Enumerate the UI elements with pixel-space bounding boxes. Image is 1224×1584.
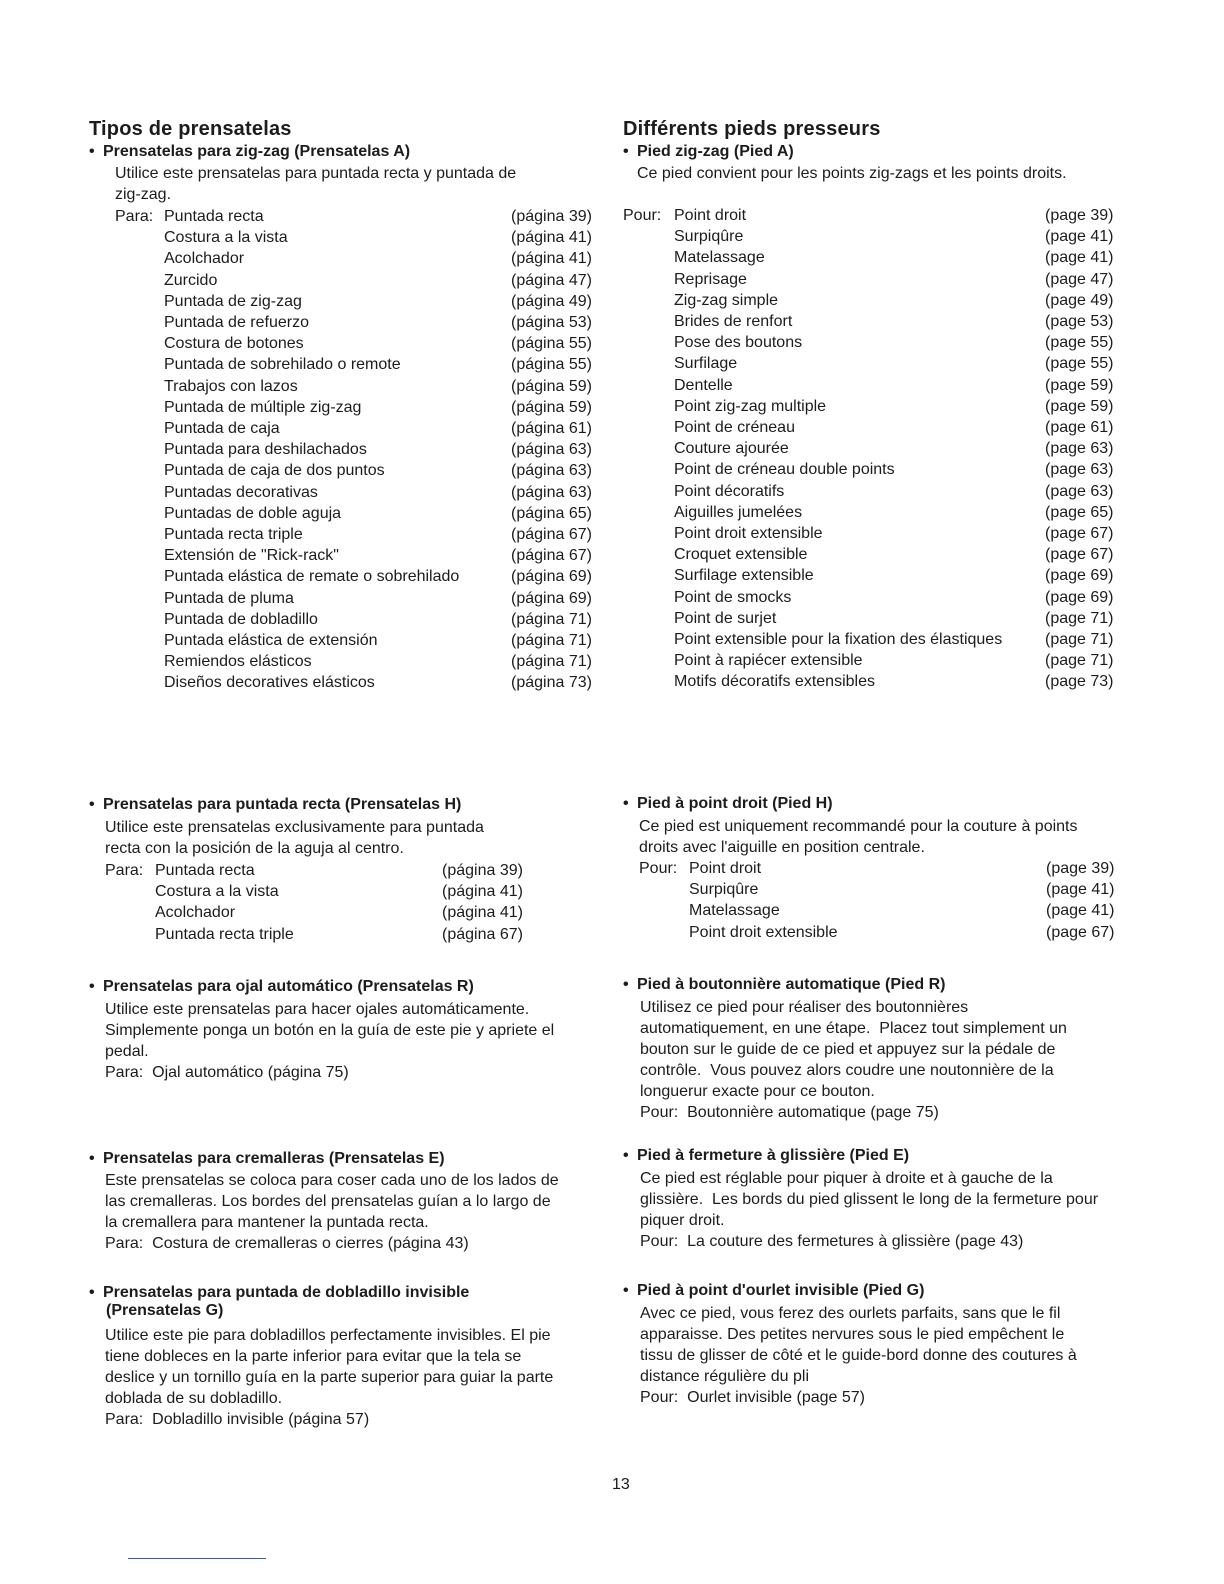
es-blindhem-line: doblada de su dobladillo.: [105, 1390, 283, 1407]
fr-straight-use-page: (page 41): [1046, 902, 1115, 920]
es-zigzag-use-page: (página 63): [511, 462, 592, 480]
fr-zigzag-use-name: Dentelle: [674, 376, 733, 394]
fr-zigzag-use-name: Croquet extensible: [674, 546, 808, 564]
fr-zigzag-use-page: (page 59): [1045, 397, 1114, 415]
fr-buttonhole-heading-text: Pied à boutonnière automatique (Pied R): [637, 976, 946, 993]
fr-zipper-line: Ce pied est réglable pour piquer à droite et à gauche de la: [640, 1170, 1053, 1187]
es-zigzag-use-page: (página 67): [511, 526, 592, 543]
es-zigzag-use-name: Puntadas decorativas: [164, 483, 318, 501]
fr-zigzag-use-page: (page 69): [1045, 567, 1114, 585]
es-blindhem-line: Utilice este pie para dobladillos perfectamente invisibles. El pie: [105, 1327, 551, 1344]
fr-zigzag-use-page: (page 65): [1045, 503, 1114, 521]
es-zigzag-use-name: Puntada de sobrehilado o remote: [164, 356, 401, 374]
fr-zigzag-use-row: [0, 523, 1224, 544]
es-buttonhole-line: Para: Ojal automático (página 75): [105, 1064, 349, 1081]
es-zigzag-use-name: Puntada recta triple: [164, 526, 303, 543]
fr-zigzag-use-name: Point de créneau: [674, 419, 795, 436]
es-zigzag-use-page: (página 63): [511, 441, 592, 459]
fr-straight-use-row: [0, 922, 1224, 943]
es-zigzag-use-page: (página 59): [511, 377, 592, 395]
fr-zigzag-use-page: (page 59): [1045, 376, 1114, 394]
fr-zigzag-use-name: Brides de renfort: [674, 313, 793, 330]
fr-zipper-line: piquer droit.: [640, 1212, 725, 1229]
fr-blindhem-line: apparaisse. Des petites nervures sous le pied empêchent le: [640, 1326, 1065, 1343]
fr-straight-heading: [623, 795, 833, 813]
es-zigzag-use-name: Costura a la vista: [164, 229, 288, 247]
es-blindhem-line: deslice y un tornillo guía en la parte superior para guiar la parte: [105, 1369, 554, 1386]
es-straight-use-page: (página 41): [442, 883, 523, 901]
es-zigzag-use-page: (página 55): [511, 335, 592, 353]
es-blindhem-line: Para: Dobladillo invisible (página 57): [105, 1411, 370, 1428]
fr-zigzag-use-name: Motifs décoratifs extensibles: [674, 673, 875, 691]
es-zigzag-use-name: Puntada recta: [164, 208, 264, 225]
fr-buttonhole-desc: [640, 997, 1160, 1123]
fr-straight-use-row: [0, 879, 1224, 900]
fr-zigzag-use-row: [0, 332, 1224, 353]
es-zigzag-use-page: (página 61): [511, 420, 592, 437]
fr-zigzag-use-row: [0, 417, 1224, 438]
fr-straight-use-page: (page 41): [1046, 881, 1115, 899]
es-zigzag-use-page: (página 71): [511, 653, 592, 671]
bullet-icon: •: [623, 1282, 629, 1299]
es-zigzag-desc-line: zig-zag.: [115, 186, 172, 203]
fr-zigzag-use-row: [0, 375, 1224, 396]
fr-zigzag-use-row: [0, 671, 1224, 692]
es-buttonhole-heading-text: Prensatelas para ojal automático (Prensatelas R): [103, 978, 474, 995]
fr-buttonhole-line: bouton sur le guide de ce pied et appuyez sur la pédale de: [640, 1041, 1056, 1058]
es-zipper-line: las cremalleras. Los bordes del prensatelas guían a lo largo de: [105, 1193, 551, 1210]
footer-rule: [128, 1558, 266, 1559]
es-buttonhole-line: Utilice este prensatelas para hacer ojales automáticamente.: [105, 1001, 530, 1018]
es-zigzag-use-name: Puntada de dobladillo: [164, 610, 318, 628]
es-zigzag-use-name: Trabajos con lazos: [164, 377, 298, 395]
fr-zigzag-use-name: Pose des boutons: [674, 334, 803, 352]
fr-zigzag-use-name: Aiguilles jumelées: [674, 503, 803, 521]
es-zigzag-use-name: Diseños decoratives elásticos: [164, 674, 375, 692]
es-zipper-heading-text: Prensatelas para cremalleras (Prensatelas E): [103, 1150, 445, 1167]
es-zigzag-use-name: Zurcido: [164, 271, 218, 289]
fr-zigzag-use-name: Surpiqûre: [674, 228, 744, 246]
es-zigzag-use-page: (página 73): [511, 674, 592, 692]
es-zigzag-use-name: Costura de botones: [164, 335, 304, 353]
es-zigzag-use-page: (página 41): [511, 250, 592, 268]
page-number: 13: [612, 1476, 630, 1493]
fr-straight-use-name: Matelassage: [689, 902, 780, 920]
es-zigzag-use-name: Remiendos elásticos: [164, 653, 312, 671]
fr-zigzag-use-page: (page 53): [1045, 313, 1114, 330]
es-straight-heading-text: Prensatelas para puntada recta (Prensatelas H): [103, 796, 462, 813]
fr-zigzag-use-name: Point zig-zag multiple: [674, 397, 827, 415]
fr-zigzag-use-row: [0, 205, 1224, 226]
bullet-icon: •: [89, 978, 95, 995]
fr-zigzag-desc-line: Ce pied convient pour les points zig-zags et les points droits.: [637, 165, 1067, 182]
fr-zigzag-use-row: [0, 269, 1224, 290]
es-zigzag-use-name: Puntada de caja de dos puntos: [164, 462, 385, 480]
es-zigzag-use-page: (página 53): [511, 314, 592, 331]
es-zigzag-para-label: Para:: [115, 208, 154, 225]
fr-buttonhole-line: contrôle. Vous pouvez alors coudre une noutonnière de la: [640, 1062, 1054, 1079]
fr-section-title: Différents pieds presseurs: [623, 118, 881, 140]
es-zigzag-use-page: (página 67): [511, 547, 592, 565]
fr-zipper-line: Pour: La couture des fermetures à glissière (page 43): [640, 1233, 1024, 1250]
fr-zigzag-use-page: (page 71): [1045, 652, 1114, 670]
es-straight-use-name: Costura a la vista: [155, 883, 279, 901]
fr-zigzag-use-name: Point extensible pour la fixation des élastiques: [674, 631, 1003, 648]
fr-straight-para-label: Pour:: [639, 860, 678, 877]
es-zigzag-heading: [89, 143, 410, 161]
fr-blindhem-line: Pour: Ourlet invisible (page 57): [640, 1389, 865, 1406]
fr-zigzag-use-row: [0, 226, 1224, 247]
es-zipper-line: Este prensatelas se coloca para coser cada uno de los lados de: [105, 1172, 559, 1189]
fr-zigzag-use-name: Point de smocks: [674, 588, 792, 606]
es-straight-use-name: Puntada recta: [155, 862, 255, 879]
fr-zigzag-use-name: Surfilage extensible: [674, 567, 814, 585]
fr-straight-use-name: Point droit extensible: [689, 923, 838, 941]
es-zigzag-use-page: (página 49): [511, 292, 592, 310]
es-straight-desc-line: Utilice este prensatelas exclusivamente para puntada: [105, 819, 484, 836]
fr-straight-use-page: (page 67): [1046, 923, 1115, 941]
fr-zigzag-use-page: (page 61): [1045, 419, 1114, 436]
es-straight-use-name: Acolchador: [155, 904, 236, 922]
fr-zigzag-use-row: [0, 650, 1224, 671]
fr-zigzag-use-name: Point de créneau double points: [674, 461, 895, 479]
es-zigzag-use-name: Puntada de pluma: [164, 589, 294, 607]
es-zigzag-use-page: (página 71): [511, 632, 592, 649]
es-zipper-heading: [89, 1150, 445, 1168]
fr-zigzag-use-row: [0, 502, 1224, 523]
fr-straight-desc-line: droits avec l'aiguille en position centrale.: [639, 839, 925, 856]
es-zigzag-use-name: Puntada elástica de remate o sobrehilado: [164, 568, 460, 586]
es-zigzag-desc-line: Utilice este prensatelas para puntada recta y puntada de: [115, 165, 517, 182]
fr-zigzag-use-page: (page 55): [1045, 355, 1114, 373]
es-section-title: Tipos de prensatelas: [89, 118, 292, 140]
fr-buttonhole-line: Pour: Boutonnière automatique (page 75): [640, 1104, 939, 1121]
fr-zigzag-use-row: [0, 544, 1224, 565]
fr-zigzag-use-row: [0, 311, 1224, 332]
es-zigzag-use-name: Puntada elástica de extensión: [164, 632, 378, 649]
es-zigzag-use-page: (página 69): [511, 589, 592, 607]
fr-zipper-heading: [623, 1147, 909, 1165]
es-buttonhole-line: Simplemente ponga un botón en la guía de este pie y apriete el: [105, 1022, 555, 1039]
es-zigzag-use-name: Puntada para deshilachados: [164, 441, 367, 459]
fr-zigzag-use-page: (page 71): [1045, 609, 1114, 627]
es-zigzag-use-name: Puntada de caja: [164, 420, 280, 437]
es-straight-use-page: (página 41): [442, 904, 523, 922]
fr-zigzag-use-page: (page 63): [1045, 482, 1114, 500]
fr-straight-use-name: Point droit: [689, 860, 762, 877]
es-zipper-line: la cremallera para mantener la puntada recta.: [105, 1214, 429, 1231]
fr-blindhem-line: Avec ce pied, vous ferez des ourlets parfaits, sans que le fil: [640, 1305, 1061, 1322]
fr-zigzag-use-row: [0, 438, 1224, 459]
es-straight-use-page: (página 39): [442, 862, 523, 879]
fr-zigzag-heading: [623, 143, 794, 161]
fr-blindhem-line: tissu de glisser de côté et le guide-bord donne des coutures à: [640, 1347, 1077, 1364]
es-zigzag-use-name: Puntadas de doble aguja: [164, 504, 342, 522]
fr-zigzag-use-row: [0, 290, 1224, 311]
es-zigzag-desc: [115, 163, 595, 205]
fr-straight-use-page: (page 39): [1046, 860, 1115, 877]
es-zigzag-use-name: Extensión de "Rick-rack": [164, 547, 339, 565]
bullet-icon: •: [623, 795, 629, 812]
fr-straight-use-row: [0, 900, 1224, 921]
fr-zigzag-use-page: (page 67): [1045, 525, 1114, 542]
es-zigzag-use-name: Acolchador: [164, 250, 245, 268]
fr-zigzag-use-name: Point décoratifs: [674, 482, 785, 500]
es-zigzag-use-name: Puntada de zig-zag: [164, 292, 302, 310]
es-buttonhole-heading: [89, 978, 474, 996]
fr-zigzag-use-row: [0, 247, 1224, 268]
fr-zigzag-use-page: (page 41): [1045, 249, 1114, 267]
fr-zigzag-use-name: Zig-zag simple: [674, 291, 779, 309]
es-zigzag-heading-text: Prensatelas para zig-zag (Prensatelas A): [103, 143, 411, 160]
es-straight-para-label: Para:: [105, 862, 144, 879]
fr-blindhem-heading: [623, 1282, 924, 1300]
es-zigzag-use-name: Puntada de refuerzo: [164, 314, 309, 331]
fr-zipper-line: glissière. Les bords du pied glissent le long de la fermeture pour: [640, 1191, 1099, 1208]
fr-zigzag-use-row: [0, 353, 1224, 374]
fr-zigzag-use-page: (page 67): [1045, 546, 1114, 564]
es-blindhem-heading-text: (Prensatelas G): [106, 1302, 224, 1319]
es-zigzag-use-page: (página 65): [511, 504, 592, 522]
es-straight-use-page: (página 67): [442, 925, 523, 943]
fr-straight-heading-text: Pied à point droit (Pied H): [637, 795, 833, 812]
bullet-icon: •: [623, 976, 629, 993]
fr-zigzag-use-page: (page 41): [1045, 228, 1114, 246]
es-zigzag-use-page: (página 71): [511, 610, 592, 628]
es-blindhem-desc: [105, 1325, 610, 1430]
fr-straight-desc-line: Ce pied est uniquement recommandé pour la couture à points: [639, 818, 1078, 835]
fr-zigzag-use-name: Point droit: [674, 207, 747, 224]
fr-zigzag-desc: [637, 163, 1137, 184]
es-zigzag-use-page: (página 63): [511, 483, 592, 501]
fr-zigzag-use-name: Couture ajourée: [674, 440, 789, 458]
es-zigzag-use-page: (página 55): [511, 356, 592, 374]
es-straight-desc: [105, 817, 585, 859]
fr-zigzag-use-page: (page 55): [1045, 334, 1114, 352]
fr-blindhem-desc: [640, 1303, 1160, 1408]
fr-zigzag-use-page: (page 69): [1045, 588, 1114, 606]
fr-straight-desc: [639, 816, 1139, 858]
es-zigzag-use-name: Puntada de múltiple zig-zag: [164, 398, 362, 416]
fr-zigzag-use-page: (page 39): [1045, 207, 1114, 224]
fr-zigzag-use-row: [0, 629, 1224, 650]
es-straight-heading: [89, 796, 461, 814]
fr-zigzag-use-page: (page 47): [1045, 270, 1114, 288]
es-zigzag-use-page: (página 39): [511, 208, 592, 225]
fr-blindhem-heading-text: Pied à point d'ourlet invisible (Pied G): [637, 1282, 925, 1299]
es-zigzag-use-page: (página 41): [511, 229, 592, 247]
es-buttonhole-line: pedal.: [105, 1043, 149, 1060]
fr-zigzag-use-row: [0, 608, 1224, 629]
es-zipper-line: Para: Costura de cremalleras o cierres (página 43): [105, 1235, 469, 1252]
fr-buttonhole-line: automatiquement, en une étape. Placez tout simplement un: [640, 1020, 1067, 1037]
fr-zigzag-use-name: Reprisage: [674, 270, 747, 288]
fr-zigzag-use-page: (page 73): [1045, 673, 1114, 691]
bullet-icon: •: [89, 1284, 95, 1301]
fr-zigzag-use-row: [0, 481, 1224, 502]
fr-buttonhole-line: longuerur exacte pour ce bouton.: [640, 1083, 875, 1100]
fr-zigzag-use-page: (page 63): [1045, 440, 1114, 458]
bullet-icon: •: [623, 143, 629, 160]
fr-zipper-heading-text: Pied à fermeture à glissière (Pied E): [637, 1147, 910, 1164]
fr-straight-use-row: [0, 858, 1224, 879]
fr-buttonhole-line: Utilisez ce pied pour réaliser des boutonnières: [640, 999, 969, 1016]
fr-straight-use-name: Surpiqûre: [689, 881, 759, 899]
fr-zigzag-use-page: (page 63): [1045, 461, 1114, 479]
fr-zigzag-use-row: [0, 459, 1224, 480]
es-blindhem-line: tiene dobleces en la parte inferior para evitar que la tela se: [105, 1348, 522, 1365]
fr-zigzag-use-row: [0, 587, 1224, 608]
fr-blindhem-line: distance régulière du pli: [640, 1368, 809, 1385]
es-zigzag-use-page: (página 59): [511, 398, 592, 416]
fr-zigzag-use-page: (page 49): [1045, 291, 1114, 309]
es-blindhem-heading: [89, 1284, 469, 1320]
es-zigzag-use-page: (página 69): [511, 568, 592, 586]
es-blindhem-heading-text: Prensatelas para puntada de dobladillo invisible: [103, 1284, 470, 1301]
bullet-icon: •: [623, 1147, 629, 1164]
bullet-icon: •: [89, 1150, 95, 1167]
fr-zigzag-use-name: Point à rapiécer extensible: [674, 652, 863, 670]
fr-zigzag-use-name: Matelassage: [674, 249, 765, 267]
fr-zigzag-use-row: [0, 396, 1224, 417]
fr-zigzag-use-page: (page 71): [1045, 631, 1114, 648]
fr-zigzag-use-name: Point de surjet: [674, 609, 777, 627]
fr-zigzag-use-name: Point droit extensible: [674, 525, 823, 542]
bullet-icon: •: [89, 796, 95, 813]
fr-zigzag-use-row: [0, 565, 1224, 586]
es-buttonhole-desc: [105, 999, 605, 1083]
es-zigzag-use-page: (página 47): [511, 271, 592, 289]
es-straight-use-name: Puntada recta triple: [155, 925, 294, 943]
bullet-icon: •: [89, 143, 95, 160]
fr-zigzag-use-name: Surfilage: [674, 355, 738, 373]
es-zipper-desc: [105, 1170, 610, 1254]
fr-zigzag-heading-text: Pied zig-zag (Pied A): [637, 143, 794, 160]
es-straight-desc-line: recta con la posición de la aguja al centro.: [105, 840, 404, 857]
fr-zigzag-para-label: Pour:: [623, 207, 662, 224]
fr-zipper-desc: [640, 1168, 1180, 1252]
fr-buttonhole-heading: [623, 976, 945, 994]
